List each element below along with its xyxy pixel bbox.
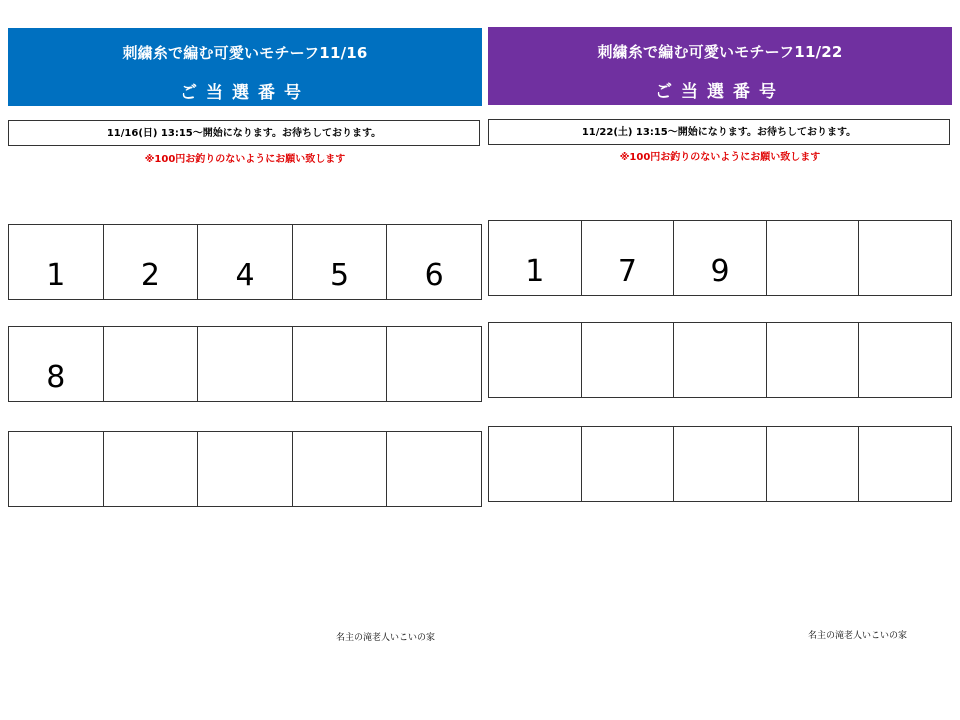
number-cell — [767, 323, 860, 397]
left-panel — [8, 0, 482, 720]
number-cell — [9, 432, 104, 506]
number-cell — [9, 225, 104, 299]
left-header — [8, 28, 482, 106]
left-footer: 名主の滝老人いこいの家 — [336, 633, 436, 643]
number-cell — [293, 225, 388, 299]
right-warning: ※100円お釣りのないようにお願い致します — [619, 152, 821, 163]
left-subtitle: ご当選番号 — [180, 83, 310, 103]
number-cell — [198, 432, 293, 506]
right-title: 刺繍糸で編む可愛いモチーフ11/22 — [597, 43, 843, 61]
winning-number: 6 — [424, 258, 444, 293]
number-cell — [387, 432, 482, 506]
number-cell — [767, 221, 860, 295]
number-cell — [582, 323, 675, 397]
number-cell — [859, 427, 952, 501]
right-number-row — [488, 426, 952, 502]
number-cell — [293, 432, 388, 506]
left-number-row — [8, 431, 482, 507]
left-title: 刺繍糸で編む可愛いモチーフ11/16 — [122, 44, 368, 62]
winning-number: 5 — [330, 258, 350, 293]
number-cell — [489, 323, 582, 397]
winning-number: 1 — [525, 254, 545, 289]
number-cell — [582, 221, 675, 295]
number-cell — [674, 427, 767, 501]
winning-number: 1 — [46, 258, 66, 293]
number-cell — [104, 432, 199, 506]
number-cell — [387, 327, 482, 401]
right-number-row — [488, 220, 952, 296]
number-cell — [387, 225, 482, 299]
number-cell — [104, 327, 199, 401]
right-panel — [488, 0, 952, 720]
right-header — [488, 27, 952, 105]
number-cell — [9, 327, 104, 401]
number-cell — [859, 221, 952, 295]
right-number-row — [488, 322, 952, 398]
left-number-row — [8, 326, 482, 402]
number-cell — [198, 327, 293, 401]
number-cell — [489, 221, 582, 295]
right-footer: 名主の滝老人いこいの家 — [808, 631, 908, 641]
winning-number: 7 — [617, 254, 637, 289]
right-subtitle: ご当選番号 — [655, 82, 785, 102]
winning-number: 9 — [710, 254, 730, 289]
right-notice: 11/22(土) 13:15～開始になります。お待ちしております。 — [488, 119, 950, 145]
number-cell — [489, 427, 582, 501]
number-cell — [674, 323, 767, 397]
winning-number: 2 — [140, 258, 160, 293]
number-cell — [293, 327, 388, 401]
number-cell — [582, 427, 675, 501]
number-cell — [859, 323, 952, 397]
number-cell — [104, 225, 199, 299]
number-cell — [674, 221, 767, 295]
winning-number: 4 — [235, 258, 255, 293]
left-notice: 11/16(日) 13:15～開始になります。お待ちしております。 — [8, 120, 480, 146]
number-cell — [198, 225, 293, 299]
left-number-row — [8, 224, 482, 300]
winning-number: 8 — [46, 360, 66, 395]
number-cell — [767, 427, 860, 501]
left-warning: ※100円お釣りのないようにお願い致します — [144, 154, 346, 165]
